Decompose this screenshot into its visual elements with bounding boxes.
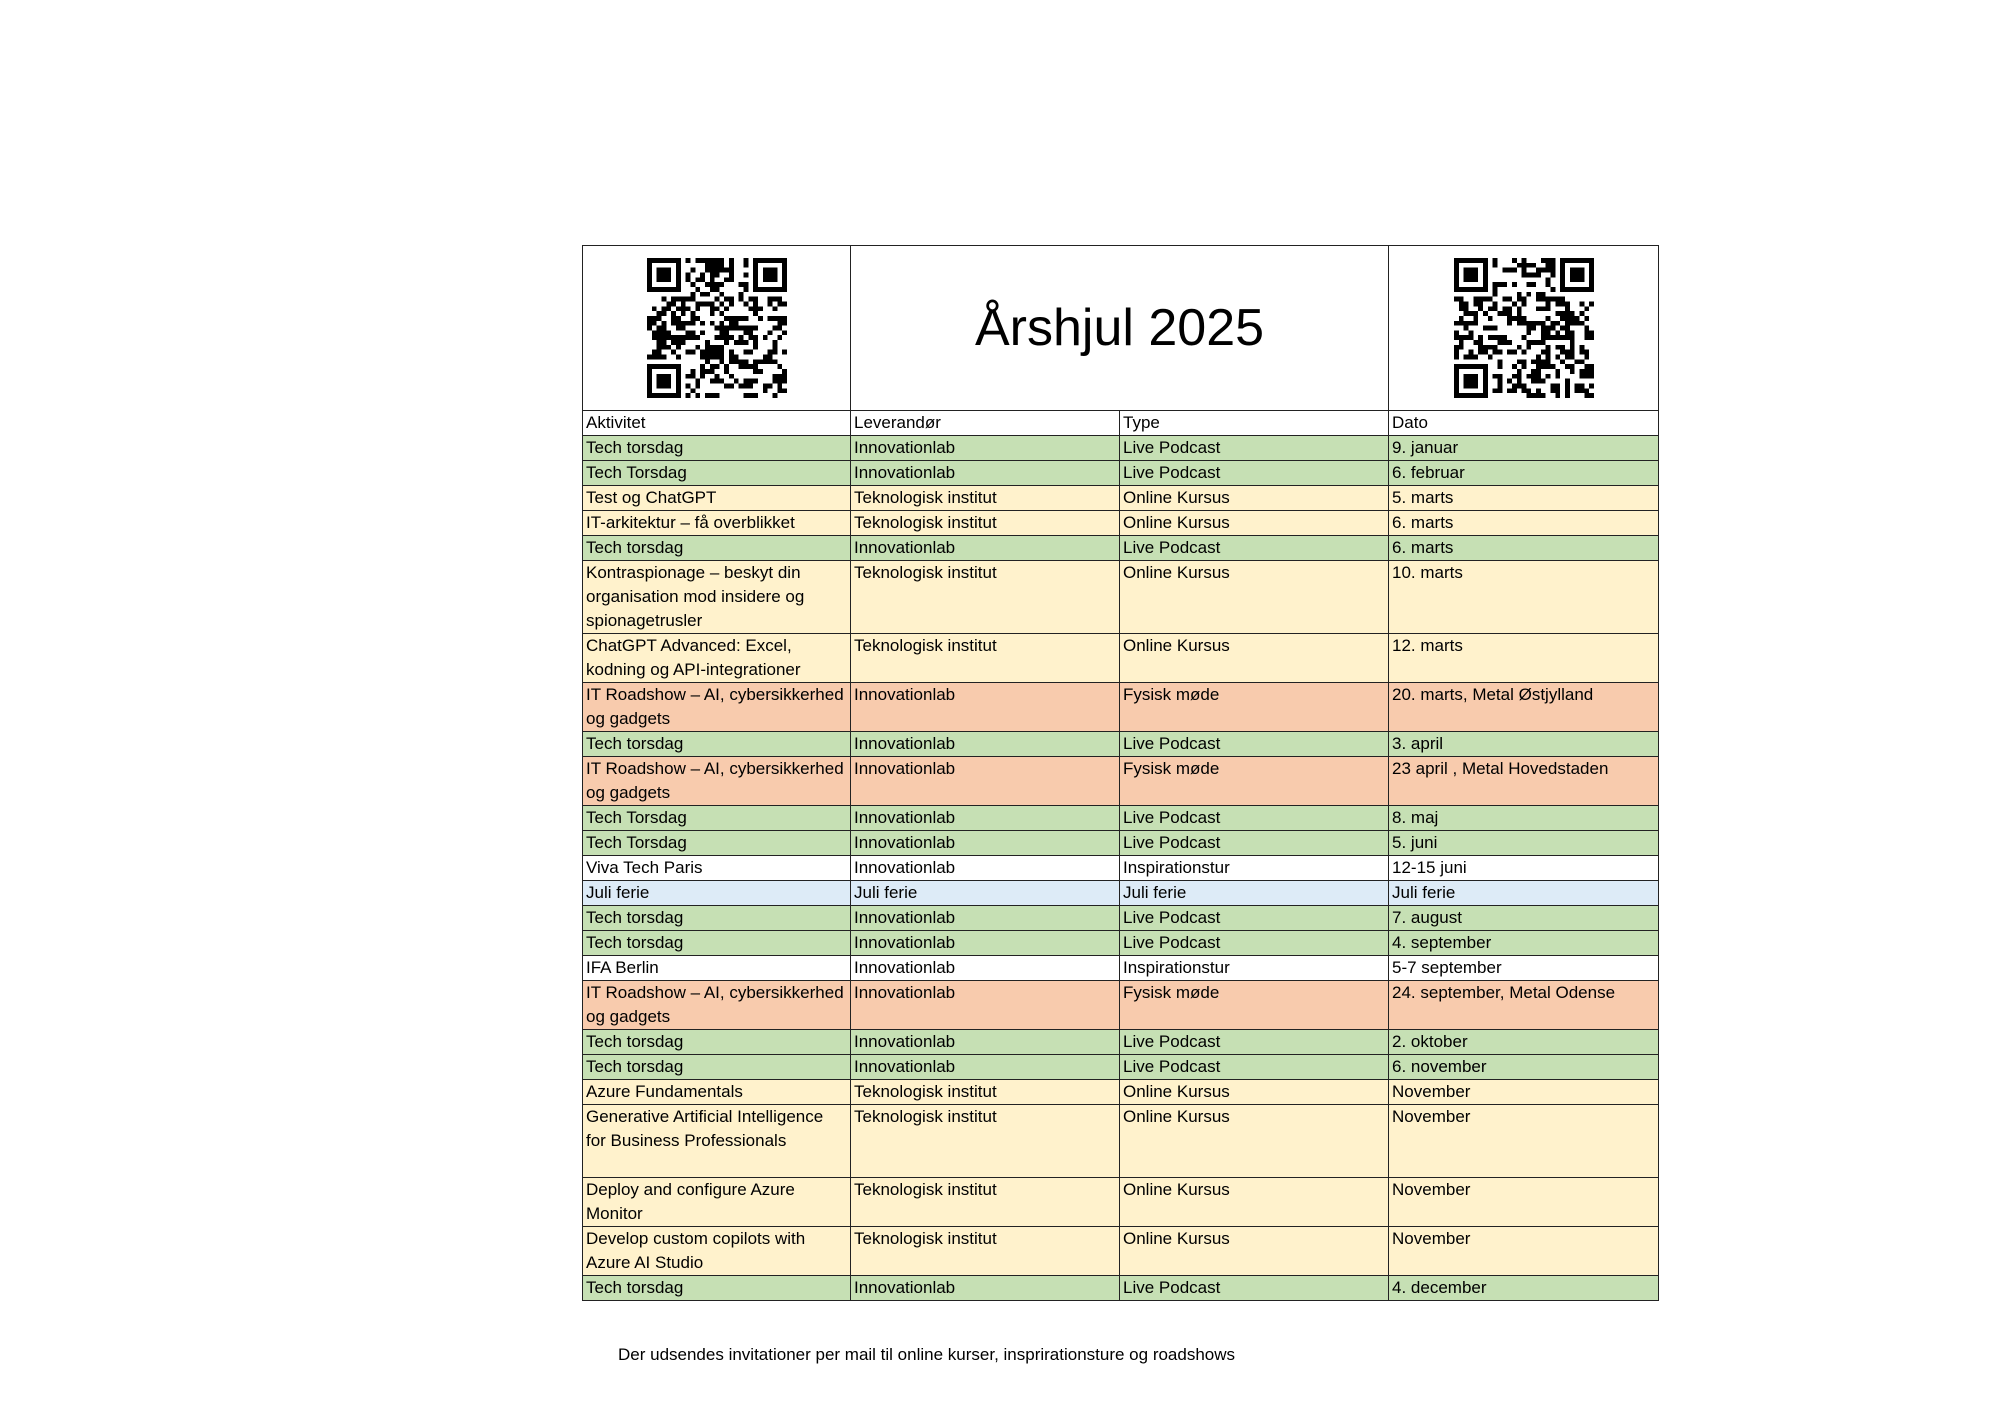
- cell-dato: November: [1389, 1080, 1659, 1105]
- column-header-aktivitet: Aktivitet: [583, 411, 851, 436]
- qr-code-icon: [1454, 258, 1594, 398]
- cell-dato: 5-7 september: [1389, 956, 1659, 981]
- table-row: [583, 1276, 1659, 1301]
- table-row: [583, 881, 1659, 906]
- cell-dato: 12-15 juni: [1389, 856, 1659, 881]
- cell-type: Online Kursus: [1120, 634, 1389, 683]
- cell-aktivitet: IT Roadshow – AI, cybersikkerhed og gadgets: [583, 683, 851, 732]
- cell-type: Inspirationstur: [1120, 856, 1389, 881]
- table-row: [583, 956, 1659, 981]
- table-row: [583, 461, 1659, 486]
- cell-leverandor: Innovationlab: [851, 757, 1120, 806]
- cell-aktivitet: IT Roadshow – AI, cybersikkerhed og gadgets: [583, 981, 851, 1030]
- cell-aktivitet: Tech Torsdag: [583, 806, 851, 831]
- cell-dato: 4. september: [1389, 931, 1659, 956]
- cell-aktivitet: Tech torsdag: [583, 436, 851, 461]
- table-row: [583, 486, 1659, 511]
- table-row: [583, 1055, 1659, 1080]
- cell-leverandor: Innovationlab: [851, 683, 1120, 732]
- cell-type: Live Podcast: [1120, 931, 1389, 956]
- column-header-type: Type: [1120, 411, 1389, 436]
- page-title: Årshjul 2025: [851, 246, 1389, 411]
- cell-aktivitet: Azure Fundamentals: [583, 1080, 851, 1105]
- qr-left-cell: [583, 246, 851, 411]
- table-row: [583, 981, 1659, 1030]
- cell-type: Online Kursus: [1120, 1227, 1389, 1276]
- cell-aktivitet: Viva Tech Paris: [583, 856, 851, 881]
- cell-aktivitet: Kontraspionage – beskyt din organisation mod insidere og spionagetrusler: [583, 561, 851, 634]
- table-row: [583, 1080, 1659, 1105]
- cell-type: Online Kursus: [1120, 1105, 1389, 1178]
- cell-leverandor: Teknologisk institut: [851, 1178, 1120, 1227]
- cell-type: Live Podcast: [1120, 1055, 1389, 1080]
- table-row: [583, 634, 1659, 683]
- cell-leverandor: Innovationlab: [851, 931, 1120, 956]
- cell-type: Online Kursus: [1120, 1178, 1389, 1227]
- cell-aktivitet: IT-arkitektur – få overblikket: [583, 511, 851, 536]
- cell-leverandor: Teknologisk institut: [851, 1105, 1120, 1178]
- cell-dato: 12. marts: [1389, 634, 1659, 683]
- cell-leverandor: Innovationlab: [851, 536, 1120, 561]
- column-header-row: [583, 411, 1659, 436]
- cell-dato: 6. marts: [1389, 536, 1659, 561]
- cell-aktivitet: Tech Torsdag: [583, 831, 851, 856]
- cell-dato: 3. april: [1389, 732, 1659, 757]
- cell-aktivitet: Tech Torsdag: [583, 461, 851, 486]
- cell-leverandor: Teknologisk institut: [851, 486, 1120, 511]
- cell-leverandor: Innovationlab: [851, 1030, 1120, 1055]
- table-row: [583, 1030, 1659, 1055]
- cell-dato: 5. juni: [1389, 831, 1659, 856]
- cell-dato: 10. marts: [1389, 561, 1659, 634]
- cell-aktivitet: Generative Artificial Intelligence for Business Professionals: [583, 1105, 851, 1178]
- cell-dato: 6. februar: [1389, 461, 1659, 486]
- cell-type: Online Kursus: [1120, 511, 1389, 536]
- cell-type: Live Podcast: [1120, 732, 1389, 757]
- table-row: [583, 561, 1659, 634]
- table-row: [583, 831, 1659, 856]
- cell-leverandor: Teknologisk institut: [851, 1080, 1120, 1105]
- cell-leverandor: Innovationlab: [851, 436, 1120, 461]
- cell-type: Live Podcast: [1120, 906, 1389, 931]
- table-row: [583, 436, 1659, 461]
- cell-aktivitet: Tech torsdag: [583, 1055, 851, 1080]
- cell-aktivitet: Test og ChatGPT: [583, 486, 851, 511]
- cell-dato: 23 april , Metal Hovedstaden: [1389, 757, 1659, 806]
- schedule-table: [582, 245, 1659, 1301]
- cell-aktivitet: Juli ferie: [583, 881, 851, 906]
- cell-dato: 5. marts: [1389, 486, 1659, 511]
- cell-type: Live Podcast: [1120, 831, 1389, 856]
- table-row: [583, 757, 1659, 806]
- table-row: [583, 1227, 1659, 1276]
- footer-note: Der udsendes invitationer per mail til online kurser, insprirationsture og roadshows: [618, 1345, 1236, 1364]
- cell-type: Live Podcast: [1120, 1030, 1389, 1055]
- cell-leverandor: Innovationlab: [851, 981, 1120, 1030]
- cell-type: Fysisk møde: [1120, 757, 1389, 806]
- cell-aktivitet: Deploy and configure Azure Monitor: [583, 1178, 851, 1227]
- cell-type: Fysisk møde: [1120, 683, 1389, 732]
- schedule-sheet: [582, 245, 1658, 1301]
- column-header-leverandor: Leverandør: [851, 411, 1120, 436]
- cell-dato: 2. oktober: [1389, 1030, 1659, 1055]
- cell-type: Inspirationstur: [1120, 956, 1389, 981]
- cell-dato: November: [1389, 1178, 1659, 1227]
- cell-leverandor: Juli ferie: [851, 881, 1120, 906]
- cell-dato: 20. marts, Metal Østjylland: [1389, 683, 1659, 732]
- cell-aktivitet: IFA Berlin: [583, 956, 851, 981]
- column-header-dato: Dato: [1389, 411, 1659, 436]
- cell-aktivitet: Tech torsdag: [583, 1030, 851, 1055]
- table-row: [583, 683, 1659, 732]
- cell-dato: November: [1389, 1227, 1659, 1276]
- cell-dato: Juli ferie: [1389, 881, 1659, 906]
- table-row: [583, 931, 1659, 956]
- cell-dato: 4. december: [1389, 1276, 1659, 1301]
- cell-type: Juli ferie: [1120, 881, 1389, 906]
- header-banner-row: [583, 246, 1659, 411]
- cell-type: Live Podcast: [1120, 536, 1389, 561]
- cell-type: Online Kursus: [1120, 486, 1389, 511]
- cell-leverandor: Teknologisk institut: [851, 1227, 1120, 1276]
- table-row: [583, 856, 1659, 881]
- table-row: [583, 511, 1659, 536]
- cell-leverandor: Innovationlab: [851, 906, 1120, 931]
- cell-aktivitet: ChatGPT Advanced: Excel, kodning og API-integrationer: [583, 634, 851, 683]
- cell-dato: 6. november: [1389, 1055, 1659, 1080]
- cell-leverandor: Innovationlab: [851, 1055, 1120, 1080]
- cell-dato: November: [1389, 1105, 1659, 1178]
- cell-aktivitet: Tech torsdag: [583, 906, 851, 931]
- cell-dato: 7. august: [1389, 906, 1659, 931]
- qr-right-cell: [1389, 246, 1659, 411]
- cell-leverandor: Innovationlab: [851, 461, 1120, 486]
- cell-aktivitet: Tech torsdag: [583, 1276, 851, 1301]
- table-row: [583, 732, 1659, 757]
- table-row: [583, 536, 1659, 561]
- cell-type: Live Podcast: [1120, 806, 1389, 831]
- cell-leverandor: Innovationlab: [851, 956, 1120, 981]
- cell-leverandor: Innovationlab: [851, 732, 1120, 757]
- cell-dato: 8. maj: [1389, 806, 1659, 831]
- cell-leverandor: Teknologisk institut: [851, 511, 1120, 536]
- table-row: [583, 1178, 1659, 1227]
- cell-leverandor: Teknologisk institut: [851, 561, 1120, 634]
- table-row: [583, 806, 1659, 831]
- cell-type: Fysisk møde: [1120, 981, 1389, 1030]
- cell-aktivitet: Tech torsdag: [583, 536, 851, 561]
- cell-aktivitet: Tech torsdag: [583, 732, 851, 757]
- cell-leverandor: Innovationlab: [851, 856, 1120, 881]
- qr-code-icon: [647, 258, 787, 398]
- cell-type: Live Podcast: [1120, 1276, 1389, 1301]
- cell-type: Online Kursus: [1120, 561, 1389, 634]
- cell-type: Live Podcast: [1120, 461, 1389, 486]
- cell-leverandor: Teknologisk institut: [851, 634, 1120, 683]
- cell-dato: 24. september, Metal Odense: [1389, 981, 1659, 1030]
- cell-dato: 9. januar: [1389, 436, 1659, 461]
- cell-leverandor: Innovationlab: [851, 1276, 1120, 1301]
- cell-type: Online Kursus: [1120, 1080, 1389, 1105]
- cell-leverandor: Innovationlab: [851, 831, 1120, 856]
- cell-leverandor: Innovationlab: [851, 806, 1120, 831]
- cell-dato: 6. marts: [1389, 511, 1659, 536]
- cell-aktivitet: Develop custom copilots with Azure AI Studio: [583, 1227, 851, 1276]
- table-row: [583, 1105, 1659, 1178]
- cell-aktivitet: IT Roadshow – AI, cybersikkerhed og gadgets: [583, 757, 851, 806]
- table-row: [583, 906, 1659, 931]
- cell-aktivitet: Tech torsdag: [583, 931, 851, 956]
- cell-type: Live Podcast: [1120, 436, 1389, 461]
